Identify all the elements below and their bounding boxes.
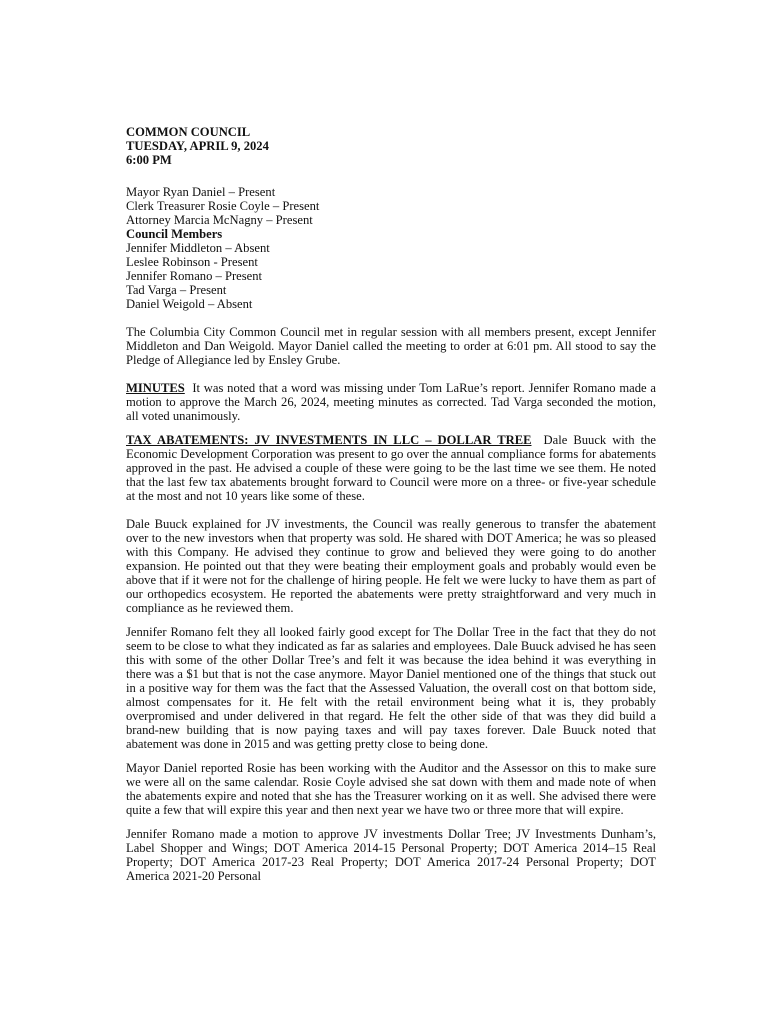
header-council: COMMON COUNCIL <box>126 125 251 139</box>
council-member: Tad Varga – Present <box>126 283 227 297</box>
council-member: Leslee Robinson - Present <box>126 255 258 269</box>
header-date: TUESDAY, APRIL 9, 2024 <box>126 139 269 153</box>
buuck-paragraph: Dale Buuck explained for JV investments, the Council was really generous to transfer the abatement over to the new investors when that property was sold. He shared with DOT America; he was so pleased with this Company. He advised they continue to grow and believed they were going to do another expansion. He pointed out that they were beating their employment goals and probably would even be above that if it were not for the challenge of hiring people. He felt we were lucky to have them as part of our orthopedics ecosystem. He reported the abatements were pretty straightforward and very much in compliance as he reviewed them. <box>126 517 656 615</box>
minutes-text: It was noted that a word was missing under Tom LaRue’s report. Jennifer Romano made a motion to approve the March 26, 2024, meeting minutes as corrected. Tad Varga seconded the motion, all voted unanimously. <box>126 381 656 423</box>
romano-paragraph: Jennifer Romano felt they all looked fairly good except for The Dollar Tree in the fact that they do not seem to be close to what they indicated as far as salaries and employees. Dale Buuck advised he has seen this with some of the other Dollar Tree’s and felt it was because the idea behind it was everything in there was a $1 but that is not the case anymore. Mayor Daniel mentioned one of the things that stuck out in a positive way for them was the fact that the Assessed Valuation, the overall cost on that bottom side, almost compensates for it. He felt with the retail environment being what it is, they probably overpromised and under delivered in that regard. He felt the other side of that was they did build a brand-new building that is now paying taxes and will pay taxes forever. Dale Buuck noted that abatement was done in 2015 and was getting pretty close to being done. <box>126 625 656 751</box>
minutes-heading: MINUTES <box>126 381 185 395</box>
motion-paragraph: Jennifer Romano made a motion to approve JV investments Dollar Tree; JV Investments Dunham’s, Label Shopper and Wings; DOT America 2014-15 Personal Property; DOT America 2014–15 Real Property; DOT America 2017-23 Real Property; DOT America 2017-24 Personal Property; DOT America 2021-20 Personal <box>126 827 656 883</box>
header-time: 6:00 PM <box>126 153 172 167</box>
attendee-mayor: Mayor Ryan Daniel – Present <box>126 185 276 199</box>
tax-abatements-heading: TAX ABATEMENTS: JV INVESTMENTS IN LLC – DOLLAR TREE <box>126 433 532 447</box>
tax-abatements-paragraph <box>126 433 656 503</box>
attendance-list <box>126 185 656 311</box>
mayor-paragraph: Mayor Daniel reported Rosie has been working with the Auditor and the Assessor on this to make sure we were all on the same calendar. Rosie Coyle advised she sat down with them and made note of when the abatements expire and noted that she has the Treasurer working on it as well. She advised there were quite a few that will expire this year and then next year we have two or three more that will expire. <box>126 761 656 817</box>
council-member: Jennifer Romano – Present <box>126 269 263 283</box>
council-member: Daniel Weigold – Absent <box>126 297 253 311</box>
document-page <box>126 125 656 883</box>
minutes-paragraph <box>126 381 656 423</box>
council-members-heading: Council Members <box>126 227 223 241</box>
tax-abatements-text: Dale Buuck with the Economic Development Corporation was present to go over the annual compliance forms for abatements approved in the past. He advised a couple of these were going to be the last time we see them. He noted that the last few tax abatements brought forward to Council were more on a three- or five-year schedule at the most and not 10 years like some of these. <box>126 433 657 503</box>
document-header <box>126 125 656 167</box>
attendee-clerk-treasurer: Clerk Treasurer Rosie Coyle – Present <box>126 199 320 213</box>
opening-paragraph: The Columbia City Common Council met in regular session with all members present, except Jennifer Middleton and Dan Weigold. Mayor Daniel called the meeting to order at 6:01 pm. All stood to say the Pledge of Allegiance led by Ensley Grube. <box>126 325 656 367</box>
council-member: Jennifer Middleton – Absent <box>126 241 270 255</box>
attendee-attorney: Attorney Marcia McNagny – Present <box>126 213 313 227</box>
